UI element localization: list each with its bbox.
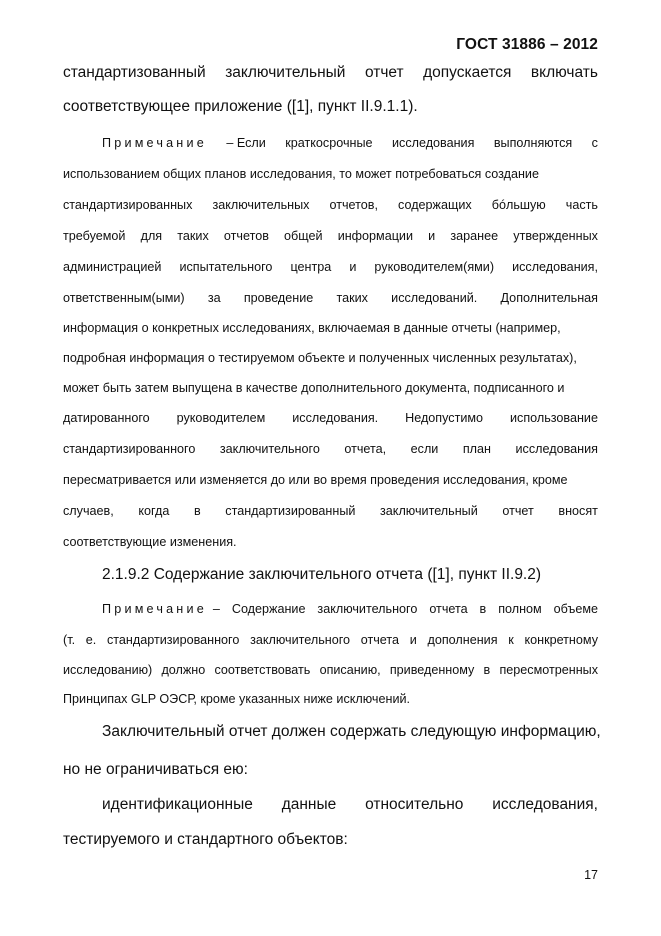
text-line: но не ограничиваться ею: bbox=[63, 761, 248, 778]
note-line: датированного руководителем исследования. Недопустимо использование bbox=[63, 411, 598, 425]
note-line: стандартизированных заключительных отчетов, содержащих бóльшую часть bbox=[63, 198, 598, 212]
text-line: тестируемого и стандартного объектов: bbox=[63, 831, 348, 848]
note-line: информация о конкретных исследованиях, включаемая в данные отчеты (например, bbox=[63, 321, 561, 335]
note-line: Принципах GLP ОЭСР, кроме указанных ниже исключений. bbox=[63, 692, 411, 706]
page-number: 17 bbox=[584, 868, 598, 882]
note-line: требуемой для таких отчетов общей информации и заранее утвержденных bbox=[63, 229, 598, 243]
note-line: стандартизированного заключительного отчета, если план исследования bbox=[63, 442, 598, 456]
note-line: исследованию) должно соответствовать описанию, приведенному в пересмотренных bbox=[63, 663, 598, 677]
note-line: подробная информация о тестируемом объекте и полученных численных результатах), bbox=[63, 351, 577, 365]
note-line: пересматривается или изменяется до или во время проведения исследования, кроме bbox=[63, 473, 568, 487]
note-line: использованием общих планов исследования, то может потребоваться создание bbox=[63, 167, 539, 181]
note-label: Примечание bbox=[102, 136, 207, 150]
text-line: соответствующее приложение ([1], пункт II.9.1.1). bbox=[63, 98, 418, 115]
note-label: Примечание bbox=[102, 602, 207, 616]
note-line: ответственным(ыми) за проведение таких исследований. Дополнительная bbox=[63, 291, 598, 305]
text-line: стандартизованный заключительный отчет допускается включать bbox=[63, 64, 598, 81]
note-line: соответствующие изменения. bbox=[63, 535, 237, 549]
note-line: может быть затем выпущена в качестве дополнительного документа, подписанного и bbox=[63, 381, 565, 395]
text-line: идентификационные данные относительно исследования, bbox=[102, 796, 598, 813]
note-line: (т. е. стандартизированного заключительного отчета и дополнения к конкретному bbox=[63, 633, 598, 647]
note-line: администрацией испытательного центра и руководителем(ями) исследования, bbox=[63, 260, 598, 274]
note-line: Примечание – Содержание заключительного отчета в полном объеме bbox=[102, 602, 598, 616]
document-header: ГОСТ 31886 – 2012 bbox=[456, 36, 598, 53]
section-heading: 2.1.9.2 Содержание заключительного отчета ([1], пункт II.9.2) bbox=[102, 566, 542, 583]
text-line: Заключительный отчет должен содержать следующую информацию, bbox=[102, 723, 601, 740]
note-line: случаев, когда в стандартизированный заключительный отчет вносят bbox=[63, 504, 598, 518]
note-line: Примечание – Если краткосрочные исследования выполняются с bbox=[102, 136, 598, 150]
